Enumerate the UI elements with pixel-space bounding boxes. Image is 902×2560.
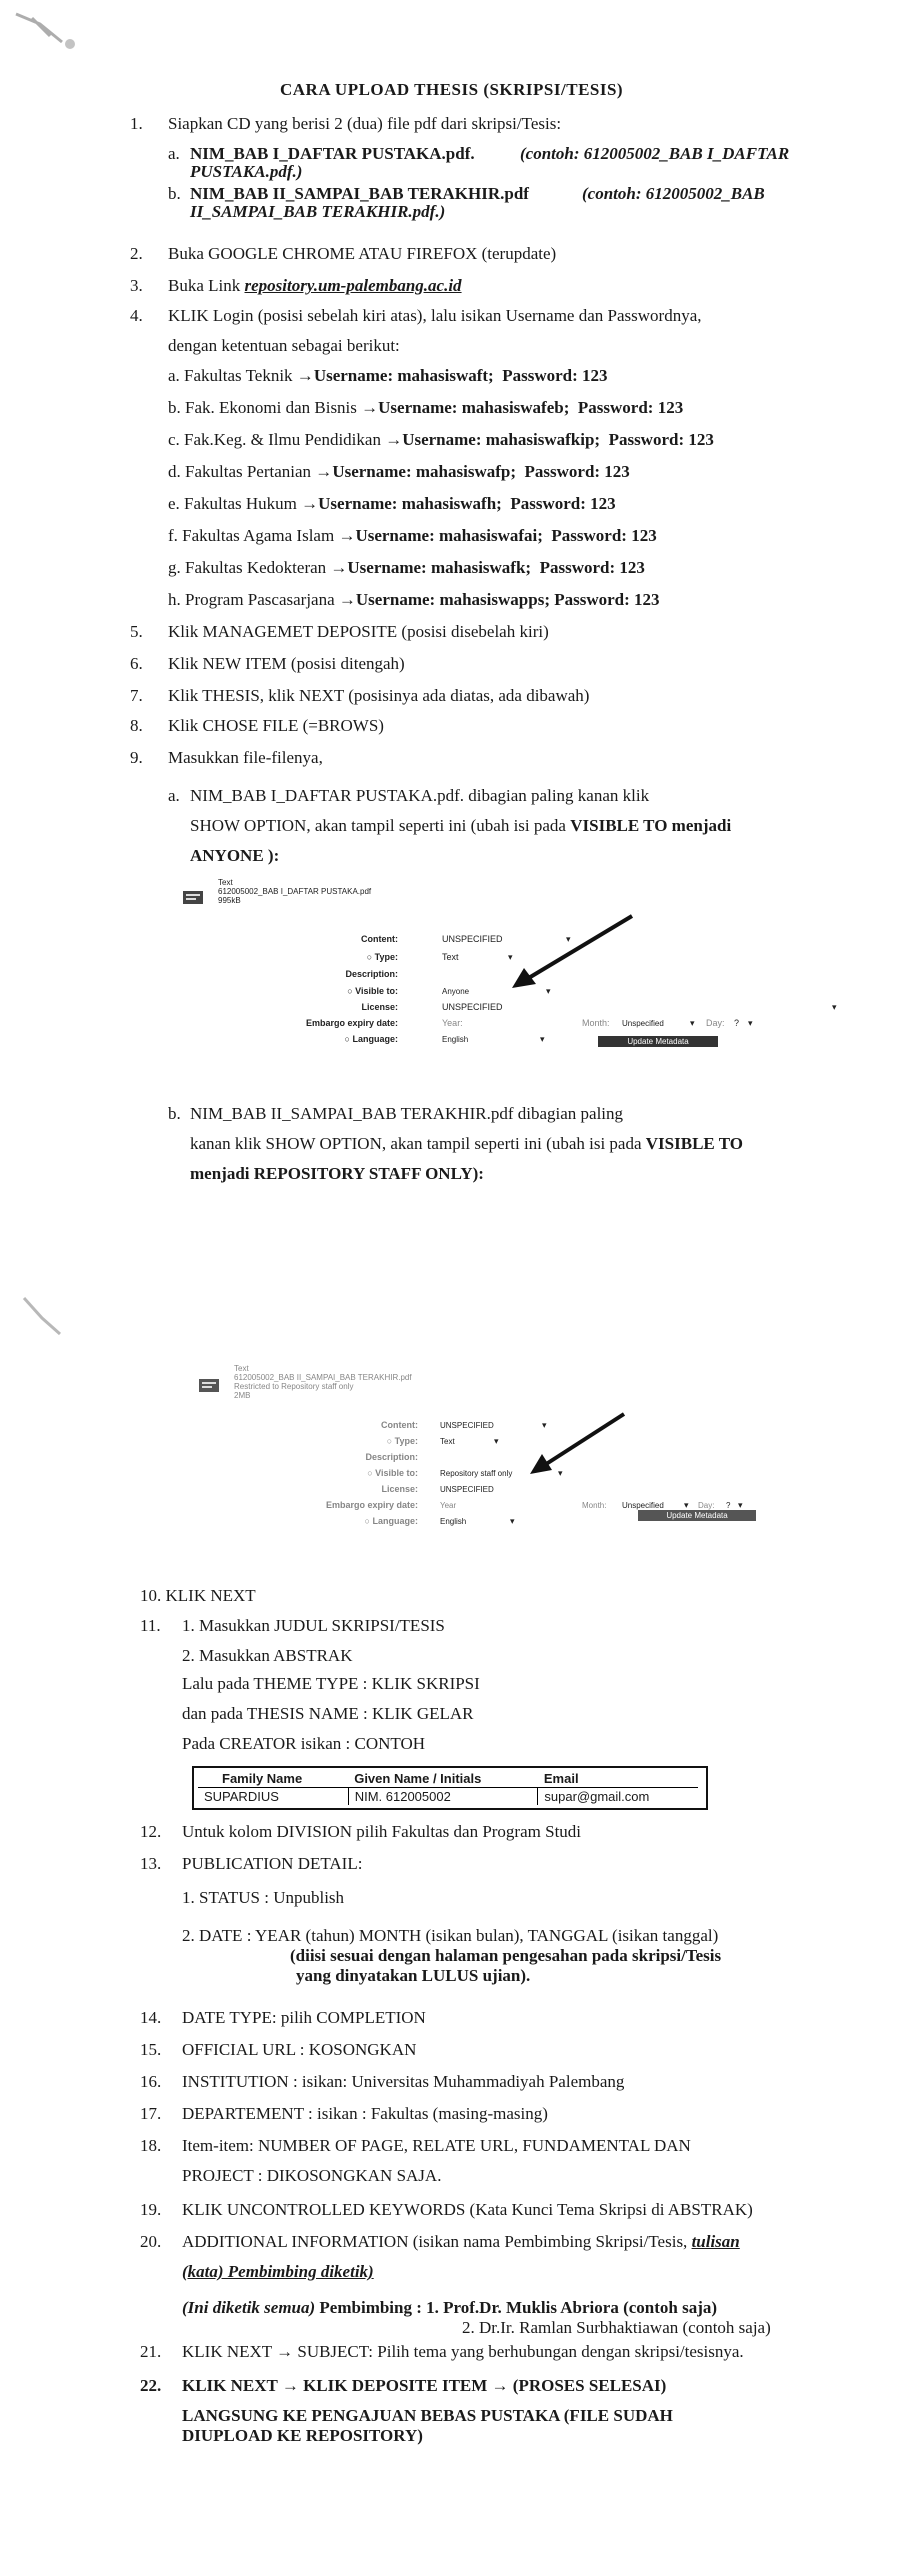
step-15-text: OFFICIAL URL : KOSONGKAN — [182, 2040, 417, 2059]
column-header-given: Given Name / Initials — [348, 1770, 538, 1788]
step-20-supervisor-2: 2. Dr.Ir. Ramlan Surbhaktiawan (contoh saja) — [462, 2318, 771, 2337]
username: Username: mahasiswafp; — [332, 462, 516, 481]
step-20-supervisor-1: Pembimbing : 1. Prof.Dr. Muklis Abriora (contoh saja) — [315, 2298, 718, 2317]
step-1-text: Siapkan CD yang berisi 2 (dua) file pdf dari skripsi/Tesis: — [168, 114, 562, 133]
license-label: License: — [381, 1484, 418, 1494]
family-name-cell: SUPARDIUS — [198, 1788, 348, 1806]
type-label — [198, 952, 398, 962]
description-label: Description: — [345, 969, 398, 979]
step-22-line1: KLIK NEXT → KLIK DEPOSITE ITEM → (PROSES SELESAI) — [182, 2376, 667, 2395]
file-size: 2MB — [234, 1391, 251, 1400]
type-select[interactable]: Text — [442, 952, 459, 962]
step-number: 19. — [140, 2200, 162, 2219]
step-number: 5. — [130, 622, 143, 641]
step-22-line3: DIUPLOAD KE REPOSITORY) — [182, 2426, 423, 2445]
faculty-credential-row — [168, 558, 645, 578]
chevron-down-icon: ▾ — [832, 1002, 837, 1012]
username: Username: mahasiswafkip; — [402, 430, 601, 449]
step-number: 2. — [130, 244, 143, 263]
arrow-pointer-icon — [526, 1410, 630, 1476]
step-11-line1: 1. Masukkan JUDUL SKRIPSI/TESIS — [182, 1616, 445, 1635]
chevron-down-icon: ▾ — [738, 1500, 743, 1510]
document-icon — [198, 1376, 220, 1394]
step-number: 17. — [140, 2104, 162, 2123]
username: Username: mahasiswafai; — [355, 526, 543, 545]
visible-to-label — [218, 1468, 418, 1478]
chevron-down-icon: ▾ — [684, 1500, 689, 1510]
embargo-label: Embargo expiry date: — [305, 1018, 398, 1028]
language-label-text: Language: — [352, 1034, 398, 1044]
content-label: Content: — [361, 934, 398, 944]
content-select[interactable]: UNSPECIFIED — [440, 1421, 494, 1430]
document-page-1 — [0, 0, 902, 1264]
visible-to-label-text: Visible to: — [355, 986, 398, 996]
step-number: 13. — [140, 1854, 162, 1873]
type-label — [218, 1436, 418, 1446]
chevron-down-icon: ▾ — [558, 1468, 563, 1478]
step-11-line5: Pada CREATOR isikan : CONTOH — [182, 1734, 426, 1753]
step-19-text: KLIK UNCONTROLLED KEYWORDS (Kata Kunci Tema Skripsi di ABSTRAK) — [182, 2200, 753, 2219]
license-select[interactable]: UNSPECIFIED — [440, 1485, 494, 1494]
password: Password: 123 — [502, 366, 608, 385]
step-1a-letter: a. — [168, 144, 180, 163]
chevron-down-icon: ▾ — [748, 1018, 753, 1028]
step-18-line1: Item-item: NUMBER OF PAGE, RELATE URL, FUNDAMENTAL DAN — [182, 2136, 691, 2155]
step-13-date-note: (diisi sesuai dengan halaman pengesahan pada skripsi/Tesis — [290, 1946, 722, 1965]
step-17-text: DEPARTEMENT : isikan : Fakultas (masing-masing) — [182, 2104, 548, 2123]
year-input[interactable]: Year: — [442, 1018, 463, 1028]
step-9a-line2-text: SHOW OPTION, akan tampil seperti ini (ubah isi pada — [190, 816, 571, 835]
step-9b-line2-text: kanan klik SHOW OPTION, akan tampil seperti ini (ubah isi pada — [190, 1134, 646, 1153]
faculty-name: e. Fakultas Hukum → — [168, 494, 319, 513]
file-name: 612005002_BAB II_SAMPAI_BAB TERAKHIR.pdf — [234, 1373, 412, 1382]
step-9a-line2 — [190, 816, 731, 836]
faculty-name: a. Fakultas Teknik → — [168, 366, 314, 385]
email-cell: supar@gmail.com — [544, 1789, 650, 1804]
step-number: 22. — [140, 2376, 162, 2395]
step-number: 4. — [130, 306, 143, 325]
file-options-screenshot-anyone — [178, 878, 848, 1048]
step-number: 3. — [130, 276, 143, 295]
month-label: Month: — [582, 1018, 610, 1028]
step-1b-example-cont: II_SAMPAI_BAB TERAKHIR.pdf.) — [190, 202, 446, 221]
step-11-line4: dan pada THESIS NAME : KLIK GELAR — [182, 1704, 474, 1723]
password: Password: 123 — [510, 494, 616, 513]
step-13-text: PUBLICATION DETAIL: — [182, 1854, 363, 1873]
password: Password: 123 — [608, 430, 714, 449]
step-22-line2: LANGSUNG KE PENGAJUAN BEBAS PUSTAKA (FILE SUDAH — [182, 2406, 673, 2425]
table-row — [198, 1788, 698, 1806]
help-icon: ○ — [364, 1516, 373, 1526]
file-type: Text — [234, 1364, 249, 1373]
step-9a-letter: a. — [168, 786, 180, 805]
username: Username: mahasiswaft; — [313, 366, 494, 385]
document-title: CARA UPLOAD THESIS (SKRIPSI/TESIS) — [280, 80, 624, 99]
step-1a-example: (contoh: 612005002_BAB I_DAFTAR — [520, 144, 790, 163]
step-number: 15. — [140, 2040, 162, 2059]
step-8-text: Klik CHOSE FILE (=BROWS) — [168, 716, 384, 735]
step-number: 14. — [140, 2008, 162, 2027]
step-number: 11. — [140, 1616, 161, 1635]
license-label: License: — [361, 1002, 398, 1012]
year-input[interactable]: Year — [440, 1501, 457, 1510]
chevron-down-icon: ▾ — [494, 1436, 499, 1446]
creator-example-table — [198, 1770, 698, 1805]
repository-link[interactable]: repository.um-palembang.ac.id — [244, 276, 462, 295]
step-21-text: KLIK NEXT → SUBJECT: Pilih tema yang berhubungan dengan skripsi/tesisnya. — [182, 2342, 744, 2361]
step-3-label: Buka Link — [168, 276, 245, 295]
step-number: 6. — [130, 654, 143, 673]
step-13-date-note-cont: yang dinyatakan LULUS ujian). — [296, 1966, 531, 1985]
file-options-screenshot-staff-only — [178, 1364, 798, 1530]
faculty-name: b. Fak. Ekonomi dan Bisnis → — [168, 398, 379, 417]
table-header-row — [198, 1770, 698, 1788]
chevron-down-icon: ▾ — [542, 1420, 547, 1430]
update-metadata-button[interactable]: Update Metadata — [638, 1510, 756, 1521]
faculty-credential-row — [168, 590, 660, 610]
restricted-note: Restricted to Repository staff only — [234, 1382, 354, 1391]
faculty-name: c. Fak.Keg. & Ilmu Pendidikan → — [168, 430, 403, 449]
step-20-line2: (kata) Pembimbing diketik) — [182, 2262, 374, 2281]
password: Password: 123 — [551, 526, 657, 545]
step-number: 9. — [130, 748, 143, 767]
day-select[interactable]: ? — [734, 1018, 740, 1028]
step-number: 20. — [140, 2232, 162, 2251]
step-9b-line1: NIM_BAB II_SAMPAI_BAB TERAKHIR.pdf dibagian paling — [190, 1104, 624, 1123]
username: Username: mahasiswapps; — [355, 590, 550, 609]
faculty-name: h. Program Pascasarjana → — [168, 590, 356, 609]
language-label-text: Language: — [372, 1516, 418, 1526]
chevron-down-icon: ▾ — [566, 934, 571, 944]
file-type: Text — [218, 878, 233, 887]
visible-to-label — [198, 986, 398, 996]
password: Password: 123 — [524, 462, 630, 481]
chevron-down-icon: ▾ — [508, 952, 513, 962]
chevron-down-icon: ▾ — [546, 986, 551, 996]
type-label-text: Type: — [394, 1436, 418, 1446]
document-page-2 — [0, 1264, 902, 2560]
update-metadata-button[interactable]: Update Metadata — [598, 1036, 718, 1047]
chevron-down-icon: ▾ — [540, 1034, 545, 1044]
faculty-credential-row — [168, 366, 608, 386]
step-4-text-cont: dengan ketentuan sebagai berikut: — [168, 336, 400, 355]
help-icon: ○ — [366, 952, 375, 962]
language-label — [198, 1034, 398, 1044]
step-1b-example: (contoh: 612005002_BAB — [582, 184, 765, 203]
step-4-text: KLIK Login (posisi sebelah kiri atas), lalu isikan Username dan Passwordnya, — [168, 306, 702, 325]
day-select[interactable]: ? — [726, 1501, 731, 1510]
step-18-line2: PROJECT : DIKOSONGKAN SAJA. — [182, 2166, 442, 2185]
step-13-date: 2. DATE : YEAR (tahun) MONTH (isikan bulan), TANGGAL (isikan tanggal) — [182, 1926, 719, 1945]
step-20-emphasis: tulisan — [691, 2232, 740, 2251]
scan-smudge — [20, 1294, 70, 1338]
faculty-name: f. Fakultas Agama Islam → — [168, 526, 356, 545]
step-12-text: Untuk kolom DIVISION pilih Fakultas dan Program Studi — [182, 1822, 582, 1841]
step-9-text: Masukkan file-filenya, — [168, 748, 323, 767]
step-20-note: (Ini diketik semua) — [182, 2298, 316, 2317]
step-20-line1-text: ADDITIONAL INFORMATION (isikan nama Pembimbing Skripsi/Tesis, — [182, 2232, 692, 2251]
step-7-text: Klik THESIS, klik NEXT (posisinya ada diatas, ada dibawah) — [168, 686, 590, 705]
column-header-family: Family Name — [198, 1770, 348, 1788]
step-9a-emphasis: VISIBLE TO menjadi — [570, 816, 732, 835]
language-select[interactable]: English — [440, 1517, 467, 1526]
step-20-line3 — [182, 2298, 717, 2318]
visible-to-select[interactable]: Repository staff only — [440, 1469, 513, 1478]
month-select[interactable]: Unspecified — [622, 1019, 664, 1028]
step-9b-line3: menjadi REPOSITORY STAFF ONLY): — [190, 1164, 484, 1183]
faculty-name: d. Fakultas Pertanian → — [168, 462, 333, 481]
given-name-cell: NIM. 612005002 — [348, 1788, 538, 1806]
step-1a-example-cont: PUSTAKA.pdf.) — [190, 162, 303, 181]
help-icon: ○ — [344, 1034, 353, 1044]
type-label-text: Type: — [374, 952, 398, 962]
step-number: 16. — [140, 2072, 162, 2091]
step-20-line1 — [182, 2232, 740, 2252]
visible-to-select[interactable]: Anyone — [442, 987, 470, 996]
embargo-label: Embargo expiry date: — [325, 1500, 418, 1510]
username: Username: mahasiswafk; — [347, 558, 532, 577]
step-9b-letter: b. — [168, 1104, 181, 1123]
password: Password: 123 — [577, 398, 684, 417]
chevron-down-icon: ▾ — [510, 1516, 515, 1526]
content-select[interactable]: UNSPECIFIED — [442, 934, 503, 944]
faculty-credential-row — [168, 430, 714, 450]
step-1a-file: NIM_BAB I_DAFTAR PUSTAKA.pdf. — [190, 144, 475, 163]
content-label: Content: — [381, 1420, 418, 1430]
username: Username: mahasiswafeb; — [378, 398, 570, 417]
document-icon — [182, 888, 204, 906]
description-label: Description: — [365, 1452, 418, 1462]
step-10-text: 10. KLIK NEXT — [140, 1586, 256, 1605]
day-label: Day: — [698, 1501, 715, 1510]
step-number: 1. — [130, 114, 143, 133]
chevron-down-icon: ▾ — [690, 1018, 695, 1028]
column-header-email: Email — [538, 1770, 698, 1788]
faculty-credential-row — [168, 494, 616, 514]
step-number: 21. — [140, 2342, 162, 2361]
file-size: 995kB — [218, 896, 241, 905]
visible-to-label-text: Visible to: — [375, 1468, 418, 1478]
help-icon: ○ — [347, 986, 356, 996]
step-3-text — [168, 276, 462, 296]
step-2-text: Buka GOOGLE CHROME ATAU FIREFOX (terupdate) — [168, 244, 557, 263]
step-number: 8. — [130, 716, 143, 735]
step-number: 7. — [130, 686, 143, 705]
type-select[interactable]: Text — [440, 1437, 455, 1446]
help-icon: ○ — [367, 1468, 376, 1478]
step-9a-line1: NIM_BAB I_DAFTAR PUSTAKA.pdf. dibagian paling kanan klik — [190, 786, 650, 805]
step-14-text: DATE TYPE: pilih COMPLETION — [182, 2008, 426, 2027]
scan-smudge — [10, 6, 80, 50]
step-9b-emphasis: VISIBLE TO — [645, 1134, 743, 1153]
step-16-text: INSTITUTION : isikan: Universitas Muhammadiyah Palembang — [182, 2072, 625, 2091]
step-1b-file: NIM_BAB II_SAMPAI_BAB TERAKHIR.pdf — [190, 184, 529, 203]
username: Username: mahasiswafh; — [318, 494, 502, 513]
step-1b-letter: b. — [168, 184, 181, 203]
step-9b-line2 — [190, 1134, 743, 1154]
step-number: 12. — [140, 1822, 162, 1841]
faculty-name: g. Fakultas Kedokteran → — [168, 558, 348, 577]
step-13-status: 1. STATUS : Unpublish — [182, 1888, 345, 1907]
step-5-text: Klik MANAGEMET DEPOSITE (posisi disebelah kiri) — [168, 622, 549, 641]
step-9a-line3: ANYONE ): — [190, 846, 280, 865]
password: Password: 123 — [554, 590, 660, 609]
password: Password: 123 — [539, 558, 645, 577]
language-select[interactable]: English — [442, 1035, 469, 1044]
faculty-credential-row — [168, 462, 630, 482]
step-11-line2: 2. Masukkan ABSTRAK — [182, 1646, 353, 1665]
faculty-credential-row — [168, 526, 657, 546]
arrow-pointer-icon — [508, 912, 638, 992]
step-11-line3: Lalu pada THEME TYPE : KLIK SKRIPSI — [182, 1674, 480, 1693]
step-number: 18. — [140, 2136, 162, 2155]
language-label — [218, 1516, 418, 1526]
day-label: Day: — [706, 1018, 725, 1028]
help-icon: ○ — [386, 1436, 395, 1446]
license-select[interactable]: UNSPECIFIED — [442, 1002, 503, 1012]
file-name: 612005002_BAB I_DAFTAR PUSTAKA.pdf — [218, 887, 372, 896]
month-label: Month: — [582, 1501, 607, 1510]
faculty-credential-row — [168, 398, 683, 418]
month-select[interactable]: Unspecified — [622, 1501, 664, 1510]
step-6-text: Klik NEW ITEM (posisi ditengah) — [168, 654, 405, 673]
